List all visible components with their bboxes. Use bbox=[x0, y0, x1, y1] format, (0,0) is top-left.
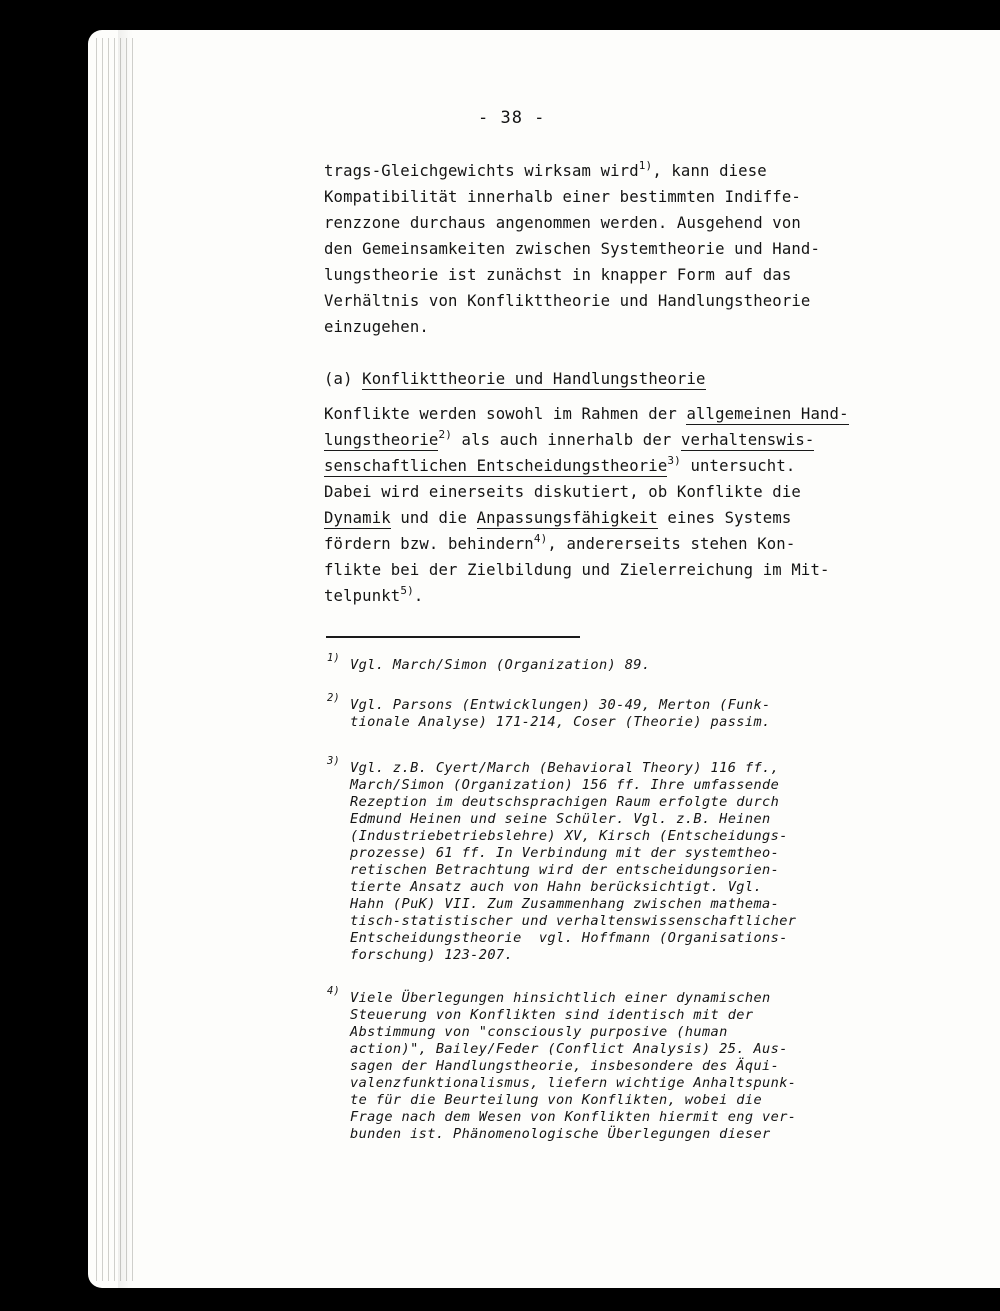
footnote-line: Viele Überlegungen hinsichtlich einer dynamischen bbox=[350, 990, 771, 1006]
footnote-line: (Industriebetriebslehre) XV, Kirsch (Entscheidungs- bbox=[350, 828, 788, 844]
footnote-line: prozesse) 61 ff. In Verbindung mit der systemtheo- bbox=[350, 845, 780, 861]
body-line: lungstheorie ist zunächst in knapper Form auf das bbox=[324, 266, 792, 284]
page-edge bbox=[108, 38, 109, 1281]
body-line: Dynamik und die Anpassungsfähigkeit eines Systems bbox=[324, 509, 792, 527]
footnote-line: action)", Bailey/Feder (Conflict Analysis) 25. Aus- bbox=[350, 1041, 788, 1057]
footnote-line: Vgl. Parsons (Entwicklungen) 30-49, Merton (Funk- bbox=[350, 697, 771, 713]
section-heading-title: Konflikttheorie und Handlungstheorie bbox=[362, 370, 706, 388]
body-line: den Gemeinsamkeiten zwischen Systemtheorie und Hand- bbox=[324, 240, 820, 258]
footnote-ref: 2) bbox=[438, 428, 453, 441]
page-edge bbox=[114, 38, 115, 1281]
footnote-marker: 1) bbox=[327, 652, 340, 664]
footnote-line: valenzfunktionalismus, liefern wichtige Anhaltspunk- bbox=[350, 1075, 797, 1091]
footnote-marker: 2) bbox=[327, 692, 340, 704]
body-line: trags-Gleichgewichts wirksam wird$^{1)}$, kann diese bbox=[324, 159, 767, 180]
footnote-line: sagen der Handlungstheorie, insbesondere des Äqui- bbox=[350, 1058, 780, 1074]
footnote-line: Entscheidungstheorie vgl. Hoffmann (Organisations- bbox=[350, 930, 788, 946]
footnote-line: March/Simon (Organization) 156 ff. Ihre umfassende bbox=[350, 777, 780, 793]
footnote-line: retischen Betrachtung wird der entscheidungsorien- bbox=[350, 862, 780, 878]
page-edge bbox=[96, 38, 97, 1281]
body-line: senschaftlichen Entscheidungstheorie$^{3)}$ untersucht. bbox=[324, 454, 796, 475]
footnote-line: bunden ist. Phänomenologische Überlegungen dieser bbox=[350, 1126, 771, 1142]
footnote-line: te für die Beurteilung von Konflikten, wobei die bbox=[350, 1092, 763, 1108]
footnote-line: tierte Ansatz auch von Hahn berücksichtigt. Vgl. bbox=[350, 879, 763, 895]
footnote-marker: 3) bbox=[327, 755, 340, 767]
footnote-line: tisch-statistischer und verhaltenswissenschaftlicher bbox=[350, 913, 797, 929]
body-line: Verhältnis von Konflikttheorie und Handlungstheorie bbox=[324, 292, 811, 310]
page-edge bbox=[102, 38, 103, 1281]
footnote-line: Edmund Heinen und seine Schüler. Vgl. z.B. Heinen bbox=[350, 811, 771, 827]
footnote-divider bbox=[326, 636, 580, 638]
footnote-line: tionale Analyse) 171-214, Coser (Theorie) passim. bbox=[350, 714, 771, 730]
body-line: Kompatibilität innerhalb einer bestimmten Indiffe- bbox=[324, 188, 801, 206]
page-number: - 38 - bbox=[478, 108, 546, 128]
footnote-line: Vgl. z.B. Cyert/March (Behavioral Theory) 116 ff., bbox=[350, 760, 780, 776]
footnote-line: Hahn (PuK) VII. Zum Zusammenhang zwischen mathema- bbox=[350, 896, 780, 912]
body-line: flikte bei der Zielbildung und Zielerreichung im Mit- bbox=[324, 561, 830, 579]
section-heading: (a) Konflikttheorie und Handlungstheorie bbox=[324, 370, 706, 388]
footnote-ref: 4) bbox=[533, 532, 548, 545]
footnote-line: Abstimmung von "consciously purposive (human bbox=[350, 1024, 728, 1040]
footnote-ref: 1) bbox=[638, 159, 653, 172]
body-line: einzugehen. bbox=[324, 318, 429, 336]
footnote-line: Steuerung von Konflikten sind identisch mit der bbox=[350, 1007, 754, 1023]
footnote-ref: 5) bbox=[400, 584, 414, 597]
body-line: Konflikte werden sowohl im Rahmen der allgemeinen Hand- bbox=[324, 405, 849, 423]
body-line: telpunkt$^{5)}$. bbox=[324, 584, 424, 605]
body-line: fördern bzw. behindern$^{4)}$, andererseits stehen Kon- bbox=[324, 532, 796, 553]
body-line: Dabei wird einerseits diskutiert, ob Konflikte die bbox=[324, 483, 801, 501]
page-edge bbox=[132, 38, 133, 1281]
body-line: lungstheorie$^{2)}$ als auch innerhalb der verhaltenswis- bbox=[324, 428, 815, 449]
footnote-line: Frage nach dem Wesen von Konflikten hiermit eng ver- bbox=[350, 1109, 797, 1125]
spine-shadow bbox=[118, 30, 132, 1288]
footnote-marker: 4) bbox=[327, 985, 340, 997]
footnote-ref: 3) bbox=[667, 454, 681, 467]
footnote-line: forschung) 123-207. bbox=[350, 947, 514, 963]
body-line: renzzone durchaus angenommen werden. Ausgehend von bbox=[324, 214, 801, 232]
footnote-line: Rezeption im deutschsprachigen Raum erfolgte durch bbox=[350, 794, 780, 810]
footnote-line: Vgl. March/Simon (Organization) 89. bbox=[350, 657, 651, 673]
